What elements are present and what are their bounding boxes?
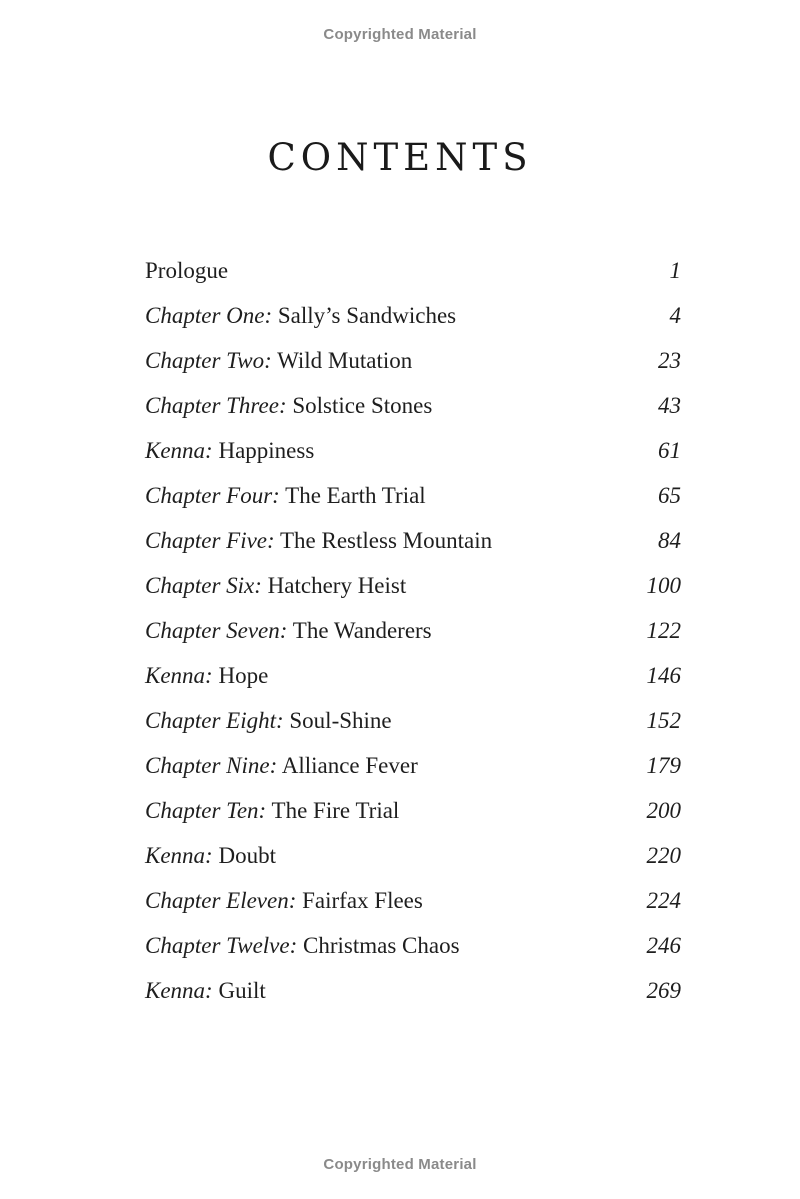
toc-entry-title: Doubt (218, 843, 276, 868)
toc-entry-prefix: Kenna: (145, 438, 213, 463)
toc-entry-prefix: Chapter Five: (145, 528, 275, 553)
toc-entry-page-number: 146 (646, 663, 681, 688)
toc-entry-label (145, 978, 266, 1004)
toc-entry-title: Happiness (218, 438, 315, 463)
toc-entry-page-number: 200 (646, 798, 681, 823)
toc-entry (145, 888, 681, 933)
toc-entry-prefix: Chapter Ten: (145, 798, 267, 823)
toc-entry-page-number: 43 (658, 393, 681, 418)
toc-entry (145, 483, 681, 528)
copyright-watermark-bottom: Copyrighted Material (323, 1156, 477, 1173)
toc-entry-page-number: 23 (658, 348, 681, 373)
toc-entry-title: Christmas Chaos (303, 933, 460, 958)
toc-entry-prefix: Chapter Four: (145, 483, 280, 508)
table-of-contents (145, 258, 681, 1023)
toc-entry-prefix: Chapter Eleven: (145, 888, 297, 913)
toc-entry-page-number: 4 (669, 303, 681, 328)
toc-entry (145, 528, 681, 573)
toc-entry-label (145, 573, 406, 599)
toc-entry-title: Soul-Shine (289, 708, 392, 733)
toc-entry-page-number: 84 (658, 528, 681, 553)
toc-entry-page-number: 61 (658, 438, 681, 463)
toc-entry-label (145, 393, 432, 419)
toc-entry-label (145, 528, 492, 554)
toc-entry-prefix: Chapter Six: (145, 573, 262, 598)
toc-entry-page-number: 220 (646, 843, 681, 868)
toc-entry-page-number: 224 (646, 888, 681, 913)
toc-entry (145, 573, 681, 618)
copyright-watermark-top: Copyrighted Material (323, 26, 477, 43)
toc-entry-label (145, 798, 399, 824)
toc-entry (145, 348, 681, 393)
toc-entry-label (145, 843, 276, 869)
toc-entry-title: Hope (218, 663, 269, 688)
toc-entry-label (145, 258, 228, 284)
toc-entry-title: The Wanderers (292, 618, 432, 643)
toc-entry-title: The Fire Trial (271, 798, 400, 823)
toc-entry-title: Wild Mutation (277, 348, 413, 373)
toc-entry (145, 303, 681, 348)
toc-entry-label (145, 888, 423, 914)
toc-entry-prefix: Chapter One: (145, 303, 273, 328)
toc-entry-label (145, 933, 460, 959)
toc-entry-title: Prologue (145, 258, 229, 283)
toc-entry (145, 708, 681, 753)
contents-heading: CONTENTS (267, 136, 533, 179)
toc-entry (145, 798, 681, 843)
toc-entry-label (145, 663, 268, 689)
toc-entry-label (145, 618, 432, 644)
toc-entry-page-number: 152 (646, 708, 681, 733)
toc-entry-label (145, 303, 456, 329)
toc-entry-prefix: Chapter Two: (145, 348, 272, 373)
toc-entry (145, 438, 681, 483)
toc-entry (145, 258, 681, 303)
toc-entry-prefix: Chapter Eight: (145, 708, 284, 733)
toc-entry-title: Hatchery Heist (267, 573, 407, 598)
toc-entry-prefix: Chapter Seven: (145, 618, 288, 643)
toc-entry-label (145, 483, 426, 509)
toc-entry-title: Solstice Stones (292, 393, 433, 418)
toc-entry-label (145, 753, 418, 779)
toc-entry (145, 978, 681, 1023)
toc-entry-label (145, 708, 392, 734)
toc-entry-page-number: 179 (646, 753, 681, 778)
toc-entry-page-number: 269 (646, 978, 681, 1003)
toc-entry-title: The Restless Mountain (280, 528, 493, 553)
toc-entry (145, 393, 681, 438)
toc-entry-title: Guilt (218, 978, 266, 1003)
toc-entry-title: The Earth Trial (285, 483, 426, 508)
toc-entry-prefix: Chapter Nine: (145, 753, 278, 778)
toc-entry-page-number: 246 (646, 933, 681, 958)
toc-entry-label (145, 438, 314, 464)
toc-entry-label (145, 348, 412, 374)
toc-entry-page-number: 100 (646, 573, 681, 598)
toc-entry-prefix: Chapter Twelve: (145, 933, 298, 958)
toc-entry (145, 843, 681, 888)
toc-entry (145, 663, 681, 708)
toc-entry-page-number: 1 (669, 258, 681, 283)
toc-entry-title: Fairfax Flees (302, 888, 423, 913)
toc-entry-prefix: Kenna: (145, 978, 213, 1003)
toc-entry (145, 753, 681, 798)
toc-entry (145, 618, 681, 663)
toc-entry-prefix: Kenna: (145, 663, 213, 688)
toc-entry-prefix: Chapter Three: (145, 393, 287, 418)
toc-entry-page-number: 65 (658, 483, 681, 508)
toc-entry-title: Sally’s Sandwiches (277, 303, 457, 328)
toc-entry-prefix: Kenna: (145, 843, 213, 868)
toc-entry-page-number: 122 (646, 618, 681, 643)
toc-entry-title: Alliance Fever (281, 753, 418, 778)
toc-entry (145, 933, 681, 978)
